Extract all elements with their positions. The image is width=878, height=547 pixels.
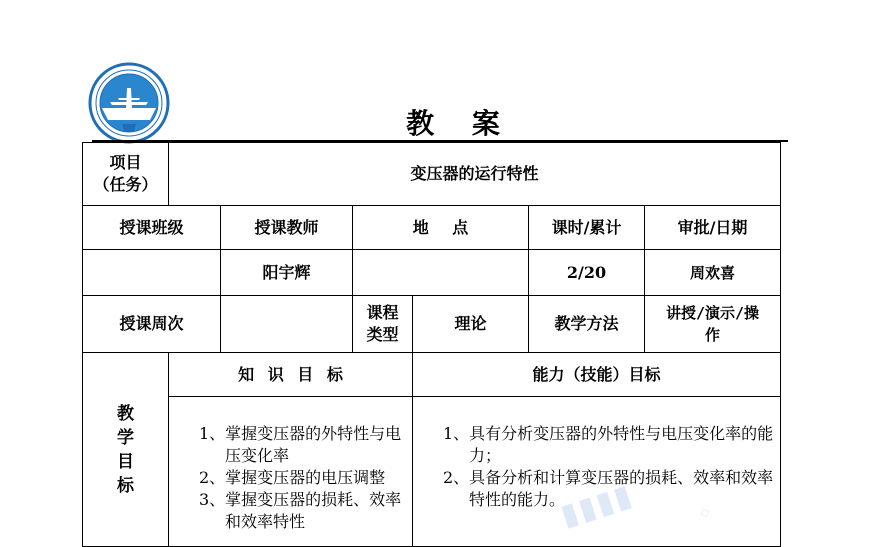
class-label: 授课班级 (83, 206, 221, 250)
week-label: 授课周次 (83, 296, 221, 353)
method-label: 教学方法 (529, 296, 645, 353)
teacher-label: 授课教师 (221, 206, 353, 250)
knowledge-objectives (169, 397, 413, 547)
list-item: 3、掌握变压器的损耗、效率和效率特性 (199, 490, 402, 531)
course-type-value: 理论 (413, 296, 529, 353)
watermark-icon: ◇ (698, 503, 712, 521)
course-type-label: 课程 类型 (353, 296, 413, 353)
place-value (353, 250, 529, 296)
hours-label: 课时/累计 (529, 206, 645, 250)
project-value: 变压器的运行特性 (169, 143, 781, 206)
list-item: 1、掌握变压器的外特性与电压变化率 (199, 424, 402, 465)
list-item: 2、掌握变压器的电压调整 (199, 468, 386, 487)
approval-signature: 周欢喜 (645, 250, 781, 296)
school-seal-logo (88, 62, 170, 144)
document-title: 教 案 (406, 107, 514, 140)
teacher-value: 阳宇辉 (221, 250, 353, 296)
week-value (221, 296, 353, 353)
watermark: ▮▮▮▮ (556, 477, 638, 534)
approval-label: 审批/日期 (645, 206, 781, 250)
class-value (83, 250, 221, 296)
objectives-side-label: 教 学 目 标 (83, 353, 169, 547)
list-item: 2、具备分析和计算变压器的损耗、效率和效率特性的能力。 (443, 468, 774, 509)
method-value: 讲授/演示/操 作 (645, 296, 781, 353)
project-label: 项目 （任务） (83, 143, 169, 206)
place-label: 地 点 (353, 206, 529, 250)
list-item: 1、具有分析变压器的外特性与电压变化率的能力； (443, 424, 774, 465)
ability-header: 能力（技能）目标 (413, 353, 781, 397)
knowledge-header: 知 识 目 标 (169, 353, 413, 397)
hours-value: 2/20 (529, 250, 645, 296)
lesson-plan-table (82, 142, 781, 547)
